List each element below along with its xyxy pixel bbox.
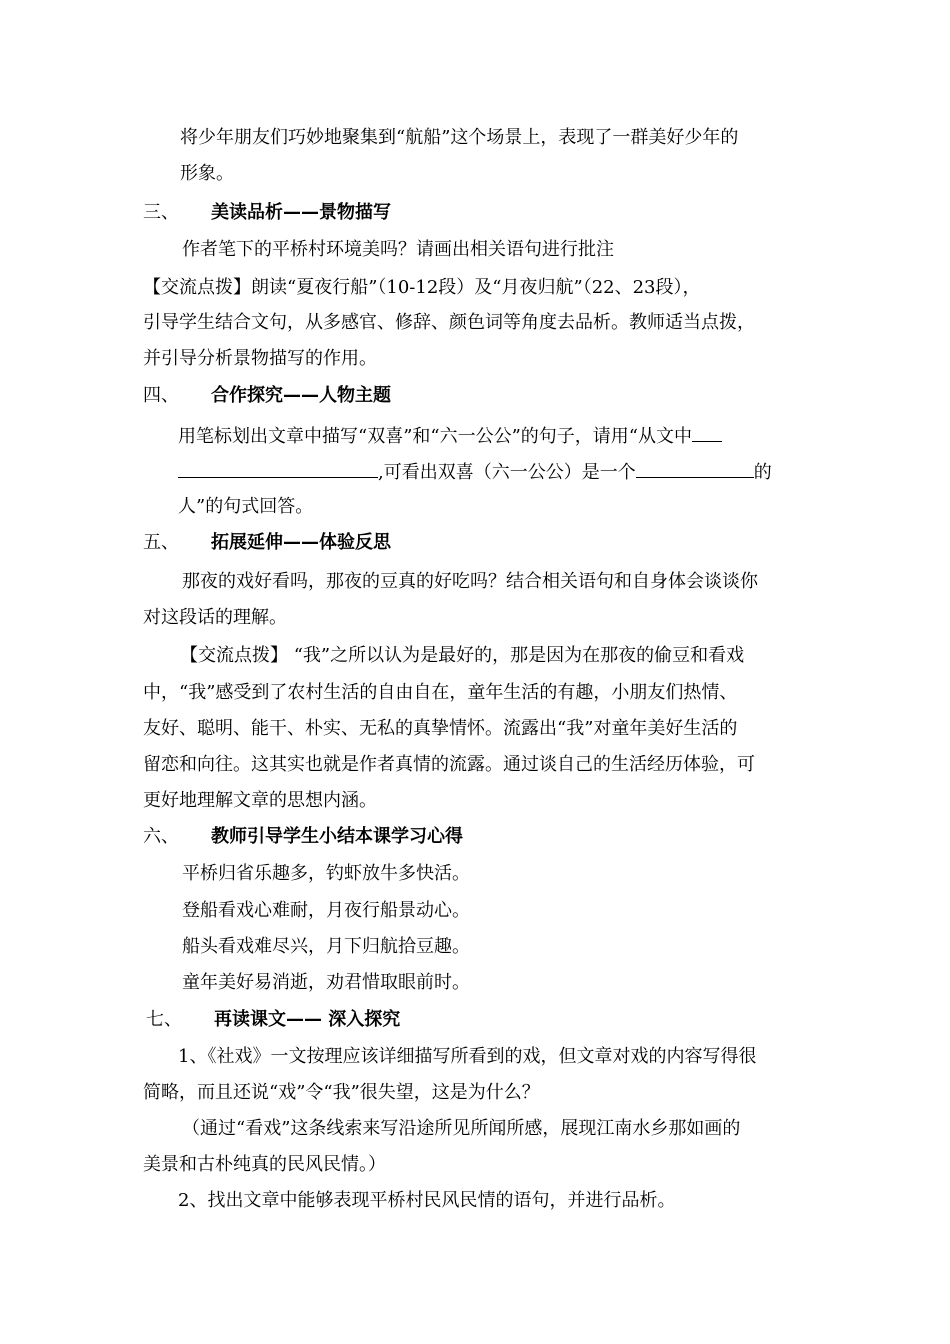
section-number: 七、 <box>146 1009 182 1030</box>
paragraph-line: （通过“看戏”这条线索来写沿途所见所闻所感，展现江南水乡那如画的 <box>182 1118 741 1139</box>
section-title: 拓展延伸——体验反思 <box>211 532 391 553</box>
section-heading-6 <box>143 825 463 849</box>
paragraph-line: 美景和古朴纯真的民风民情。） <box>143 1154 386 1175</box>
paragraph-line <box>178 459 772 485</box>
section-title: 美读品析——景物描写 <box>211 202 391 223</box>
poem-line: 童年美好易消逝，劝君惜取眼前时。 <box>182 972 470 993</box>
paragraph-line: 并引导分析景物描写的作用。 <box>143 348 377 369</box>
section-heading-3 <box>143 201 391 225</box>
section-heading-4 <box>143 384 391 408</box>
paragraph-line: 将少年朋友们巧妙地聚集到“航船”这个场景上，表现了一群美好少年的 <box>180 127 739 148</box>
fill-blank <box>178 459 378 478</box>
paragraph-line: 对这段话的理解。 <box>143 607 287 628</box>
paragraph-line: 【交流点拨】朗读“夏夜行船”（10-12段）及“月夜归航”（22、23段）， <box>143 277 701 298</box>
section-title: 合作探究——人物主题 <box>211 385 391 406</box>
poem-line: 登船看戏心难耐，月夜行船景动心。 <box>182 900 470 921</box>
paragraph-line: 简略，而且还说“戏”令“我”很失望，这是为什么？ <box>143 1082 540 1103</box>
poem-line: 平桥归省乐趣多，钓虾放牛多快活。 <box>182 863 470 884</box>
fill-blank <box>636 459 754 478</box>
paragraph-line: 【交流点拨】 “我”之所以认为是最好的，那是因为在那夜的偷豆和看戏 <box>180 645 745 666</box>
section-number: 三、 <box>143 202 179 223</box>
paragraph-line: 更好地理解文章的思想内涵。 <box>143 790 377 811</box>
paragraph-line: 那夜的戏好看吗，那夜的豆真的好吃吗？结合相关语句和自身体会谈谈你 <box>182 571 758 592</box>
section-number: 四、 <box>143 385 179 406</box>
section-heading-5 <box>143 531 391 555</box>
paragraph-line: 2、找出文章中能够表现平桥村民风民情的语句，并进行品析。 <box>178 1190 676 1211</box>
paragraph-line: 友好、聪明、能干、朴实、无私的真挚情怀。流露出“我”对童年美好生活的 <box>143 718 738 739</box>
poem-line: 船头看戏难尽兴，月下归航拾豆趣。 <box>182 936 470 957</box>
prompt-text: 的 <box>753 462 772 483</box>
paragraph-line: 留恋和向往。这其实也就是作者真情的流露。通过谈自己的生活经历体验，可 <box>143 754 755 775</box>
paragraph-line: 人”的句式回答。 <box>178 496 314 517</box>
prompt-text: 用笔标划出文章中描写“双喜”和“六一公公”的句子，请用“从文中 <box>178 426 693 447</box>
paragraph-line: 引导学生结合文句，从多感官、修辞、颜色词等角度去品析。教师适当点拨， <box>143 312 755 333</box>
section-title: 再读课文—— 深入探究 <box>214 1009 401 1030</box>
section-number: 六、 <box>143 826 179 847</box>
paragraph-line: 作者笔下的平桥村环境美吗？请画出相关语句进行批注 <box>182 239 614 260</box>
section-heading-7 <box>146 1008 400 1032</box>
paragraph-line <box>178 423 722 449</box>
section-number: 五、 <box>143 532 179 553</box>
paragraph-line: 中，“我”感受到了农村生活的自由自在，童年生活的有趣，小朋友们热情、 <box>143 682 738 703</box>
fill-blank <box>692 423 722 442</box>
paragraph-line: 1、《社戏》一文按理应该详细描写所看到的戏，但文章对戏的内容写得很 <box>178 1046 757 1067</box>
paragraph-line: 形象。 <box>180 163 234 184</box>
section-title: 教师引导学生小结本课学习心得 <box>211 826 463 847</box>
prompt-text: ,可看出双喜（六一公公）是一个 <box>378 462 636 483</box>
